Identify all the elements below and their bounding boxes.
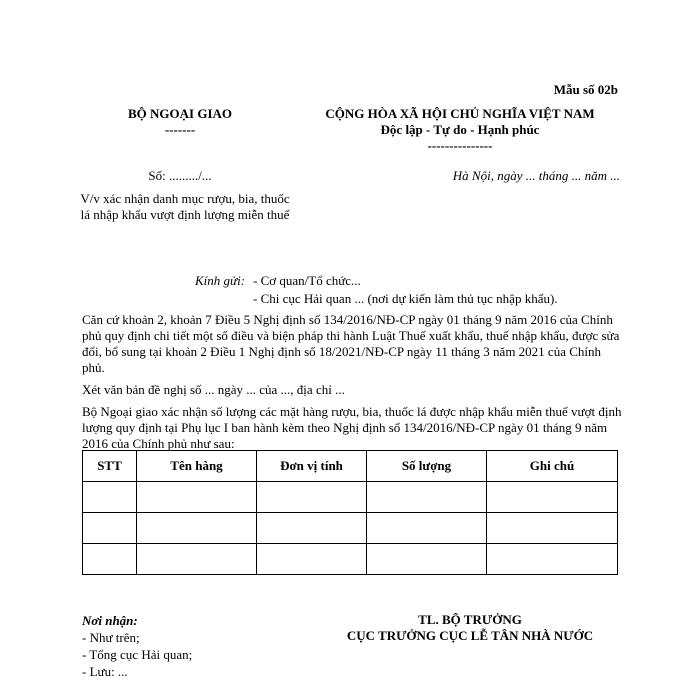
recipients-block: [195, 272, 558, 308]
legal-basis-paragraph: Căn cứ khoản 2, khoản 7 Điều 5 Nghị định số 134/2016/NĐ-CP ngày 01 tháng 9 năm 2016 của Chính phủ quy định chi tiết một số điều và biện pháp thi hành Luật Thuế xuất khẩu, thuế nhập khẩu, được sửa đổi, bổ sung tại khoản 2 Điều 1 Nghị định số 18/2021/NĐ-CP ngày 11 tháng 3 năm 2021 của Chính phủ.: [82, 312, 620, 375]
place-date: Hà Nội, ngày ... tháng ... năm ...: [452, 168, 620, 183]
signature-title: TL. BỘ TRƯỞNG: [418, 612, 522, 627]
table-cell: [83, 513, 137, 544]
table-cell: [137, 513, 257, 544]
table-cell: [137, 482, 257, 513]
receiver-item: - Lưu: ...: [82, 664, 128, 679]
column-header: Số lượng: [367, 451, 487, 482]
table-row: [83, 482, 618, 513]
table-cell: [257, 482, 367, 513]
agency-name: BỘ NGOẠI GIAO: [127, 106, 232, 121]
table-cell: [367, 513, 487, 544]
table-cell: [367, 544, 487, 575]
nation-motto: Độc lập - Tự do - Hạnh phúc: [380, 122, 540, 137]
receivers-title: Nơi nhận:: [82, 613, 138, 628]
table-cell: [137, 544, 257, 575]
signature-block: [330, 612, 610, 644]
table-cell: [487, 482, 618, 513]
column-header: STT: [83, 451, 137, 482]
receiver-item: - Như trên;: [82, 630, 140, 645]
table-cell: [83, 482, 137, 513]
table-cell: [487, 513, 618, 544]
national-header: [290, 106, 630, 154]
confirmation-paragraph: Bộ Ngoại giao xác nhận số lượng các mặt hàng rượu, bia, thuốc lá được nhập khẩu miễn thuế vượt định lượng quy định tại Phụ lục I ban hành kèm theo Nghị định số 134/2016/NĐ-CP ngày 01 tháng 9 năm 2016 của Chính phủ như sau:: [82, 404, 622, 451]
table-cell: [367, 482, 487, 513]
recipients-label: Kính gửi:: [195, 273, 246, 288]
receiver-item: - Tổng cục Hải quan;: [82, 647, 193, 662]
table-header-row: [83, 451, 618, 482]
recipient-line: - Cơ quan/Tổ chức...: [253, 273, 361, 288]
motto-underline: ---------------: [427, 138, 493, 153]
table-cell: [257, 544, 367, 575]
nation-title: CỘNG HÒA XÃ HỘI CHỦ NGHĨA VIỆT NAM: [325, 106, 595, 121]
column-header: Ghi chú: [487, 451, 618, 482]
goods-table: [82, 450, 618, 575]
table-cell: [83, 544, 137, 575]
table-row: [83, 544, 618, 575]
subject-line: V/v xác nhận danh mục rượu, bia, thuốc lá nhập khẩu vượt định lượng miễn thuế: [80, 191, 290, 222]
form-number: Mẫu số 02b: [553, 82, 618, 97]
table-row: [83, 513, 618, 544]
request-paragraph: Xét văn bản đề nghị số ... ngày ... của ..., địa chỉ ...: [82, 382, 345, 397]
signature-position: CỤC TRƯỞNG CỤC LỄ TÂN NHÀ NƯỚC: [346, 628, 594, 643]
column-header: Đơn vị tính: [257, 451, 367, 482]
agency-header: [105, 106, 255, 138]
recipient-line: - Chi cục Hải quan ... (nơi dự kiến làm thủ tục nhập khẩu).: [253, 291, 558, 306]
document-number: Số: ........./...: [148, 168, 212, 183]
table-cell: [487, 544, 618, 575]
column-header: Tên hàng: [137, 451, 257, 482]
table-cell: [257, 513, 367, 544]
receivers-block: [82, 612, 192, 680]
agency-underline: -------: [164, 122, 196, 137]
